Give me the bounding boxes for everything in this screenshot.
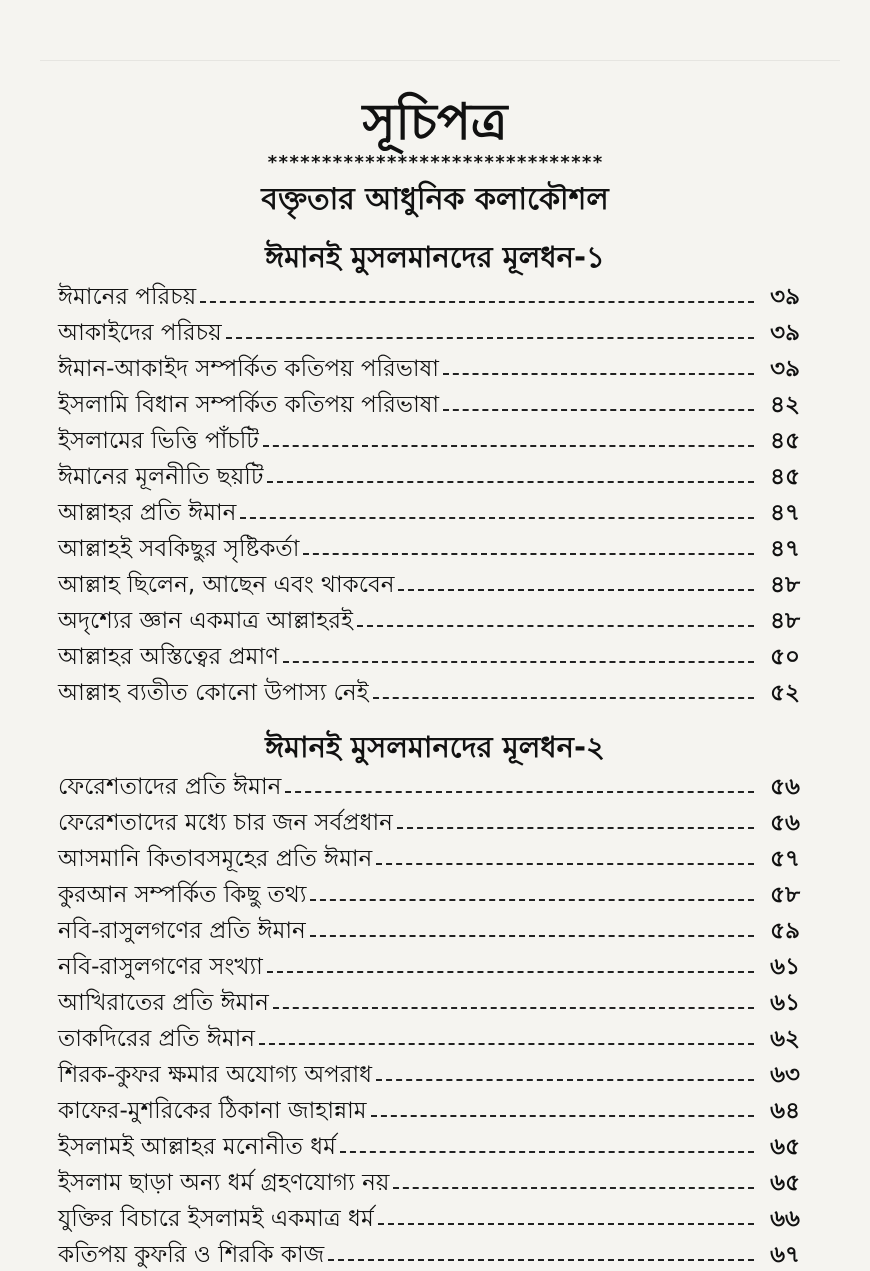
dot-leader bbox=[263, 445, 754, 447]
dot-leader bbox=[328, 1259, 754, 1261]
toc-entry[interactable] bbox=[58, 1054, 800, 1090]
toc-entry-page: ৫৬ bbox=[770, 774, 800, 800]
dot-leader bbox=[310, 935, 754, 937]
toc-entry-page: ৪৫ bbox=[770, 464, 800, 490]
toc-entry-label: কুরআন সম্পর্কিত কিছু তথ্য bbox=[58, 882, 307, 908]
toc-entry-label: ঈমানের পরিচয় bbox=[58, 284, 197, 310]
dot-leader bbox=[393, 1187, 754, 1189]
dot-leader bbox=[357, 625, 754, 627]
toc-entry[interactable] bbox=[58, 1018, 800, 1054]
toc-entry[interactable] bbox=[58, 672, 800, 708]
toc-entry-label: ইসলামি বিধান সম্পর্কিত কতিপয় পরিভাষা bbox=[58, 392, 440, 418]
toc-entry-page: ৬৪ bbox=[770, 1098, 800, 1124]
toc-entry[interactable] bbox=[58, 802, 800, 838]
star-divider: ******************************* bbox=[267, 152, 603, 173]
toc-entry-page: ৪৭ bbox=[770, 536, 800, 562]
toc-entry-label: শিরক-কুফর ক্ষমার অযোগ্য অপরাধ bbox=[58, 1062, 373, 1088]
toc-entry-label: আল্লাহই সবকিছুর সৃষ্টিকর্তা bbox=[58, 536, 300, 562]
toc-entry-label: ইসলাম ছাড়া অন্য ধর্ম গ্রহণযোগ্য নয় bbox=[58, 1170, 390, 1196]
toc-entry[interactable] bbox=[58, 492, 800, 528]
toc-entry-label: ঈমানের মূলনীতি ছয়টি bbox=[58, 464, 264, 490]
toc-entry[interactable] bbox=[58, 946, 800, 982]
toc-entry[interactable] bbox=[58, 874, 800, 910]
toc-entry[interactable] bbox=[58, 1162, 800, 1198]
dot-leader bbox=[376, 863, 754, 865]
toc-entry[interactable] bbox=[58, 766, 800, 802]
dot-leader bbox=[273, 1007, 754, 1009]
toc-entry[interactable] bbox=[58, 1126, 800, 1162]
toc-entry-label: ইসলামের ভিত্তি পাঁচটি bbox=[58, 428, 259, 454]
toc-entry-label: আল্লাহর প্রতি ঈমান bbox=[58, 500, 237, 526]
toc-list-2 bbox=[58, 766, 800, 1270]
toc-entry-page: ৬১ bbox=[770, 954, 800, 980]
toc-entry-page: ৩৯ bbox=[770, 320, 800, 346]
page-title: সূচিপত্র bbox=[362, 92, 508, 151]
toc-entry-page: ৫৯ bbox=[770, 918, 800, 944]
dot-leader bbox=[310, 899, 754, 901]
toc-entry[interactable] bbox=[58, 276, 800, 312]
toc-entry-label: যুক্তির বিচারে ইসলামই একমাত্র ধর্ম bbox=[58, 1206, 374, 1232]
toc-entry-label: আসমানি কিতাবসমূহের প্রতি ঈমান bbox=[58, 846, 373, 872]
toc-entry-page: ৩৯ bbox=[770, 356, 800, 382]
toc-entry-label: ঈমান-আকাইদ সম্পর্কিত কতিপয় পরিভাষা bbox=[58, 356, 439, 382]
toc-entry-label: ফেরেশতাদের মধ্যে চার জন সর্বপ্রধান bbox=[58, 810, 393, 836]
section-heading-2: ঈমানই মুসলমানদের মূলধন-২ bbox=[265, 730, 605, 764]
toc-entry-label: অদৃশ্যের জ্ঞান একমাত্র আল্লাহরই bbox=[58, 608, 354, 634]
toc-entry-label: ফেরেশতাদের প্রতি ঈমান bbox=[58, 774, 282, 800]
dot-leader bbox=[200, 301, 754, 303]
toc-list-1 bbox=[58, 276, 800, 708]
toc-entry[interactable] bbox=[58, 1198, 800, 1234]
toc-entry-page: ৬৩ bbox=[770, 1062, 800, 1088]
toc-entry-page: ৪২ bbox=[770, 392, 800, 418]
section-heading-1: ঈমানই মুসলমানদের মূলধন-১ bbox=[265, 240, 605, 274]
toc-entry-label: নবি-রাসুলগণের সংখ্যা bbox=[58, 954, 263, 980]
toc-entry[interactable] bbox=[58, 1090, 800, 1126]
toc-entry-label: তাকদিরের প্রতি ঈমান bbox=[58, 1026, 256, 1052]
dot-leader bbox=[303, 553, 754, 555]
toc-entry[interactable] bbox=[58, 312, 800, 348]
toc-entry-page: ৬২ bbox=[770, 1026, 800, 1052]
toc-entry-label: আল্লাহ ছিলেন, আছেন এবং থাকবেন bbox=[58, 572, 395, 598]
toc-entry-page: ৬৭ bbox=[770, 1242, 800, 1268]
toc-entry-label: কাফের-মুশরিকের ঠিকানা জাহান্নাম bbox=[58, 1098, 367, 1124]
book-subtitle: বক্তৃতার আধুনিক কলাকৌশল bbox=[261, 182, 609, 217]
dot-leader bbox=[443, 409, 754, 411]
toc-entry[interactable] bbox=[58, 420, 800, 456]
toc-entry[interactable] bbox=[58, 564, 800, 600]
dot-leader bbox=[398, 589, 754, 591]
dot-leader bbox=[397, 827, 754, 829]
toc-entry-page: ৫২ bbox=[770, 680, 800, 706]
toc-entry[interactable] bbox=[58, 910, 800, 946]
dot-leader bbox=[283, 661, 754, 663]
toc-entry-page: ৫৬ bbox=[770, 810, 800, 836]
toc-entry-page: ৪৫ bbox=[770, 428, 800, 454]
toc-entry-label: কতিপয় কুফরি ও শিরকি কাজ bbox=[58, 1242, 325, 1268]
dot-leader bbox=[259, 1043, 754, 1045]
dot-leader bbox=[240, 517, 754, 519]
toc-entry-page: ৬১ bbox=[770, 990, 800, 1016]
toc-entry-page: ৪৭ bbox=[770, 500, 800, 526]
toc-entry[interactable] bbox=[58, 1234, 800, 1270]
dot-leader bbox=[443, 373, 754, 375]
toc-entry[interactable] bbox=[58, 982, 800, 1018]
toc-entry-page: ৫০ bbox=[770, 644, 800, 670]
dot-leader bbox=[340, 1151, 754, 1153]
toc-entry-page: ৬৬ bbox=[770, 1206, 800, 1232]
page-bleed-through bbox=[40, 60, 840, 81]
dot-leader bbox=[376, 1079, 754, 1081]
toc-entry-page: ৫৮ bbox=[770, 882, 800, 908]
toc-entry[interactable] bbox=[58, 838, 800, 874]
toc-entry-label: আকাইদের পরিচয় bbox=[58, 320, 222, 346]
toc-entry-label: আখিরাতের প্রতি ঈমান bbox=[58, 990, 269, 1016]
dot-leader bbox=[226, 337, 754, 339]
toc-entry[interactable] bbox=[58, 636, 800, 672]
dot-leader bbox=[267, 971, 754, 973]
toc-entry-label: ইসলামই আল্লাহর মনোনীত ধর্ম bbox=[58, 1134, 336, 1160]
dot-leader bbox=[267, 481, 754, 483]
toc-entry-page: ৪৮ bbox=[770, 572, 800, 598]
toc-entry-label: নবি-রাসুলগণের প্রতি ঈমান bbox=[58, 918, 306, 944]
toc-entry[interactable] bbox=[58, 600, 800, 636]
toc-entry-page: ৪৮ bbox=[770, 608, 800, 634]
dot-leader bbox=[373, 697, 754, 699]
toc-entry-page: ৫৭ bbox=[770, 846, 800, 872]
toc-entry-label: আল্লাহর অস্তিত্বের প্রমাণ bbox=[58, 644, 280, 670]
toc-entry-page: ৩৯ bbox=[770, 284, 800, 310]
toc-entry-page: ৬৫ bbox=[770, 1134, 800, 1160]
dot-leader bbox=[378, 1223, 754, 1225]
toc-entry[interactable] bbox=[58, 456, 800, 492]
toc-entry[interactable] bbox=[58, 384, 800, 420]
toc-entry-label: আল্লাহ ব্যতীত কোনো উপাস্য নেই bbox=[58, 680, 369, 706]
toc-entry[interactable] bbox=[58, 348, 800, 384]
dot-leader bbox=[371, 1115, 754, 1117]
toc-entry-page: ৬৫ bbox=[770, 1170, 800, 1196]
toc-entry[interactable] bbox=[58, 528, 800, 564]
dot-leader bbox=[285, 791, 754, 793]
